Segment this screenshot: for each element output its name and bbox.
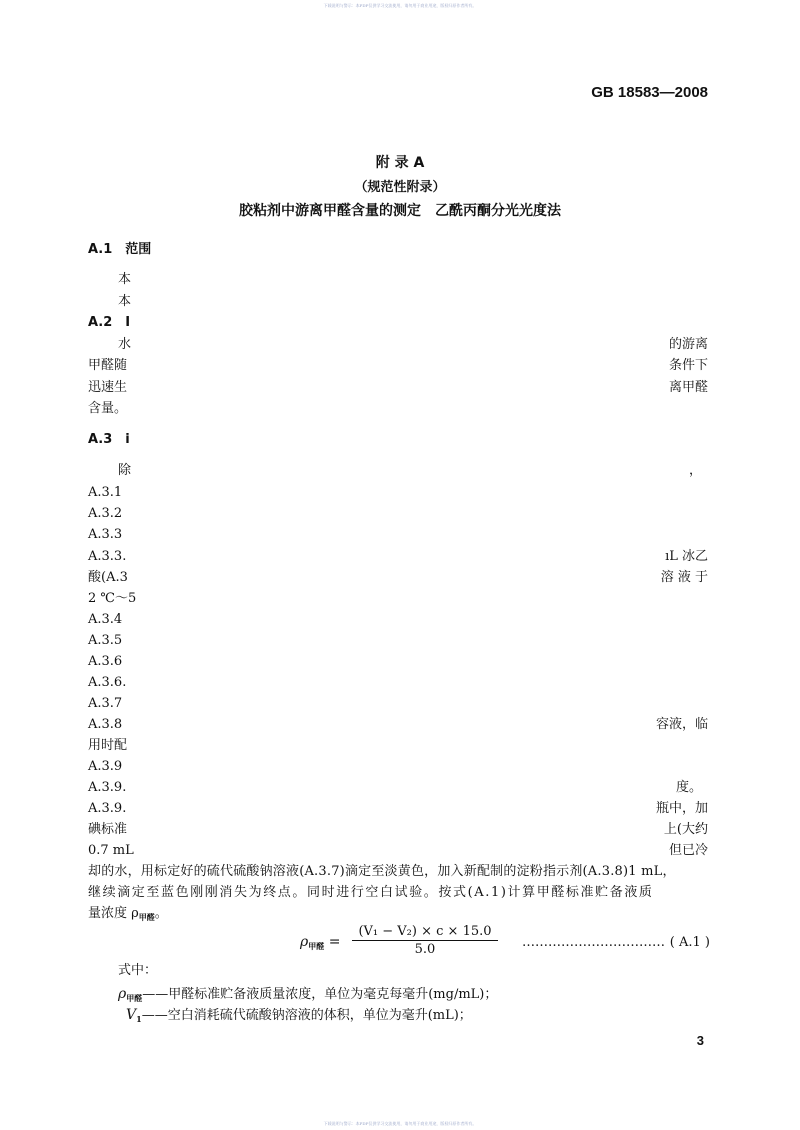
rho-symbol: ρ [300, 934, 309, 950]
clause-number: A.3.5 [88, 633, 123, 648]
equals-sign: = [328, 934, 341, 950]
standard-number: GB 18583—2008 [591, 84, 708, 101]
subscript: 甲醛 [138, 912, 155, 922]
text-line: 含量。 [88, 401, 128, 416]
section-a3-heading: A.3 i [88, 432, 130, 447]
text-line: 但已冷 [668, 843, 708, 858]
formula-denominator: 5.0 [414, 942, 436, 957]
appendix-title: 附 录 A [375, 155, 425, 171]
clause-number: A.3.6 [88, 654, 123, 669]
appendix-type: （规范性附录） [354, 180, 446, 195]
text-line: 除 [118, 463, 132, 478]
section-a2-heading: A.2 Ⅰ [88, 315, 131, 330]
text-line [88, 905, 168, 926]
symbol: ρ [118, 986, 127, 1002]
text-line: 继续滴定至蓝色刚刚消失为终点。同时进行空白试验。按式(A.1)计算甲醛标准贮备液质 [88, 885, 654, 900]
text-line: 碘标准 [88, 822, 128, 837]
clause-number: A.3.6. [88, 675, 127, 690]
formula-label: ( A.1 ) [669, 935, 710, 950]
formula-lhs [300, 934, 340, 952]
clause-number: A.3.9. [88, 801, 127, 816]
where-item [126, 1006, 472, 1028]
text-line: 本 [118, 272, 132, 287]
text-line: 溶 液 于 [660, 570, 708, 585]
text-line: 2 ℃～5 [88, 591, 137, 606]
watermark-bottom: 下载说明与警示：本PDF仅供学习交流使用，请勿用于商业用途，版权归原作者所有。 [323, 1121, 477, 1126]
text-line: 水 [118, 337, 132, 352]
text-line: 却的水，用标定好的硫代硫酸钠溶液(A.3.7)滴定至淡黄色，加入新配制的淀粉指示剂(A.3.8)1 mL， [88, 864, 676, 879]
clause-number: A.3.3 [88, 527, 123, 542]
text-line: 上(大约 [663, 822, 708, 837]
text-line: ıL 冰乙 [665, 549, 708, 564]
text-line: ， [688, 463, 702, 478]
subscript: 1 [136, 1014, 142, 1024]
page-number: 3 [696, 1033, 704, 1048]
text-line: 度。 [675, 780, 702, 795]
text-line: 甲醛随 [88, 358, 128, 373]
clause-number: A.3.4 [88, 612, 123, 627]
subscript: 甲醛 [308, 941, 325, 951]
clause-number: A.3.7 [88, 696, 123, 711]
text-line: 瓶中，加 [655, 801, 708, 816]
formula-dots: …………………………… [522, 935, 665, 950]
symbol: V [126, 1007, 137, 1023]
text-line: 容液，临 [655, 717, 708, 732]
watermark-top: 下载说明与警示：本PDF仅供学习交流使用，请勿用于商业用途，版权归原作者所有。 [323, 3, 477, 8]
clause-number: A.3.1 [88, 485, 123, 500]
formula-numerator: (V₁ − V₂) × c × 15.0 [352, 924, 498, 941]
blank-region [140, 258, 652, 844]
text-fragment: 量浓度 ρ [88, 906, 139, 921]
clause-number: A.3.3. [88, 549, 127, 564]
where-item [118, 985, 497, 1007]
subscript: 甲醛 [126, 993, 143, 1003]
clause-number: A.3.2 [88, 506, 123, 521]
text-line: 本 [118, 294, 132, 309]
clause-number: A.3.9. [88, 780, 127, 795]
text-fragment: 。 [154, 906, 168, 921]
formula-fraction [352, 924, 498, 957]
text-line: 的游离 [668, 337, 708, 352]
clause-number: A.3.9 [88, 759, 123, 774]
text-line: 离甲醛 [668, 380, 708, 395]
definition: ——空白消耗硫代硫酸钠溶液的体积，单位为毫升(mL)； [141, 1008, 472, 1023]
text-line: 酸(A.3 [88, 570, 128, 585]
text-line: 条件下 [668, 358, 708, 373]
clause-number: A.3.8 [88, 717, 123, 732]
text-line: 用时配 [88, 738, 128, 753]
definition: ——甲醛标准贮备液质量浓度，单位为毫克每毫升(mg/mL)； [142, 987, 498, 1002]
appendix-subtitle: 胶粘剂中游离甲醛含量的测定 乙酰丙酮分光光度法 [239, 203, 561, 219]
text-line: 0.7 mL [88, 843, 134, 858]
text-line: 迅速生 [88, 380, 128, 395]
where-heading: 式中： [118, 963, 158, 978]
section-a1-heading: A.1 范围 [88, 242, 152, 257]
